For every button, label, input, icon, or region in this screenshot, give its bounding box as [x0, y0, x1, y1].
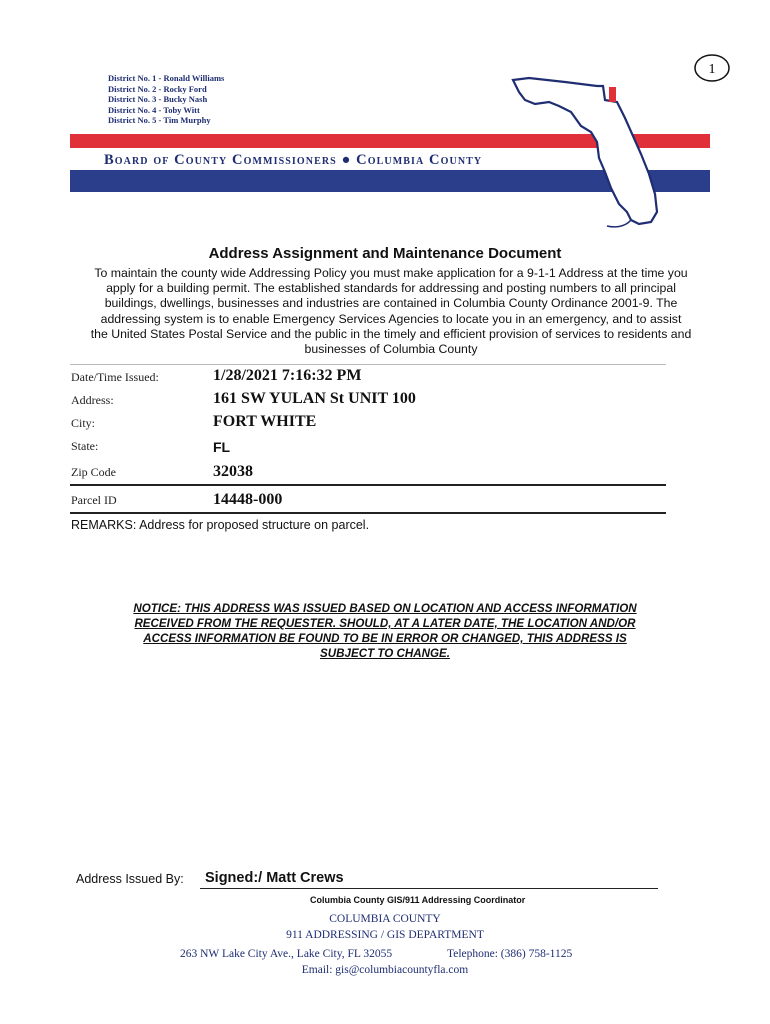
zip-value: 32038: [213, 463, 253, 480]
footer-county: COLUMBIA COUNTY: [329, 913, 441, 925]
footer-address: 263 NW Lake City Ave., Lake City, FL 32055: [180, 948, 393, 960]
footer-department: 911 ADDRESSING / GIS DEPARTMENT: [286, 929, 484, 941]
datetime-label: Date/Time Issued:: [71, 370, 159, 384]
signer-title: Columbia County GIS/911 Addressing Coordinator: [310, 895, 526, 905]
parcel-value: 14448-000: [213, 491, 283, 508]
circled-number-mark: [692, 52, 732, 84]
district-item: District No. 2 - Rocky Ford: [108, 83, 207, 94]
divider: [70, 484, 666, 486]
divider: [70, 512, 666, 514]
intro-line: addressing system is to enable Emergency Services Agencies to locate you in an emergency, and to assist: [100, 311, 682, 326]
datetime-value: 1/28/2021 7:16:32 PM: [213, 367, 362, 384]
issued-by-label: Address Issued By:: [76, 872, 184, 886]
footer-email: Email: gis@columbiacountyfla.com: [301, 964, 469, 976]
banner-title: Board of County Commissioners ● Columbia County: [104, 152, 483, 168]
signed-name: Signed:/ Matt Crews: [205, 870, 344, 886]
footer-phone: Telephone: (386) 758-1125: [447, 948, 573, 960]
address-value: 161 SW YULAN St UNIT 100: [213, 390, 416, 407]
district-list: [108, 73, 224, 126]
city-value: FORT WHITE: [213, 413, 317, 430]
intro-line: businesses of Columbia County: [304, 342, 478, 357]
signature-line: [200, 888, 658, 889]
notice-line: ACCESS INFORMATION BE FOUND TO BE IN ERROR OR CHANGED, THIS ADDRESS IS: [143, 632, 627, 645]
parcel-label: Parcel ID: [71, 493, 117, 507]
notice: [90, 601, 680, 661]
state-label: State:: [71, 439, 99, 453]
address-label: Address:: [71, 393, 114, 407]
state-value: FL: [213, 439, 231, 455]
notice-line: NOTICE: THIS ADDRESS WAS ISSUED BASED ON LOCATION AND ACCESS INFORMATION: [133, 602, 637, 615]
zip-label: Zip Code: [71, 465, 116, 479]
intro-line: the United States Postal Service and the public in the timely and efficient provision of services to residents and: [90, 326, 692, 341]
notice-line: SUBJECT TO CHANGE.: [320, 647, 450, 660]
document-title: Address Assignment and Maintenance Document: [208, 245, 562, 262]
divider: [70, 364, 666, 365]
circled-number: 1: [708, 62, 716, 77]
district-item: District No. 1 - Ronald Williams: [108, 73, 225, 83]
remarks: REMARKS: Address for proposed structure on parcel.: [71, 518, 370, 532]
florida-map-icon: [505, 62, 675, 237]
district-item: District No. 5 - Tim Murphy: [108, 115, 211, 126]
district-item: District No. 4 - Toby Witt: [108, 104, 200, 115]
district-item: District No. 3 - Bucky Nash: [108, 94, 208, 105]
city-label: City:: [71, 416, 96, 430]
notice-line: RECEIVED FROM THE REQUESTER. SHOULD, AT A LATER DATE, THE LOCATION AND/OR: [134, 617, 636, 630]
intro-paragraph: [76, 266, 706, 357]
intro-line: To maintain the county wide Addressing Policy you must make application for a 9-1-1 Address at the time you: [94, 266, 688, 280]
intro-line: buildings, dwellings, businesses and industries are contained in Columbia County Ordinance 2001-9. The: [104, 296, 678, 311]
intro-line: apply for a building permit. The established standards for addressing and posting numbers to all principal: [106, 281, 676, 296]
